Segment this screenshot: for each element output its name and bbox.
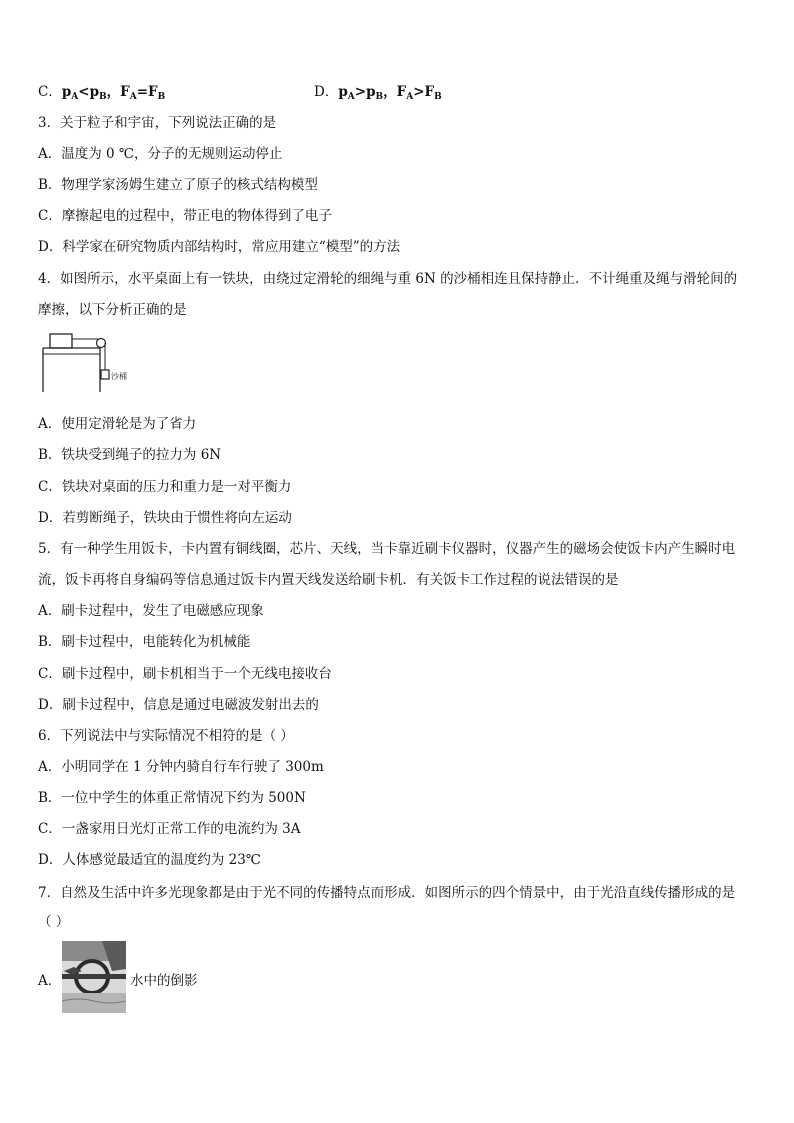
- q5-stem-line1: 5．有一种学生用饭卡，卡内置有铜线圈，芯片、天线，当卡靠近刷卡仪器时，仪器产生的磁场会使饭卡内产生瞬时电: [38, 541, 736, 557]
- q6-option-a: A．小明同学在 1 分钟内骑自行车行驶了 300m: [38, 759, 324, 775]
- q2-option-d-label: D．: [314, 84, 339, 100]
- sand-bucket-label: 沙桶: [111, 372, 127, 381]
- q3-stem: 3．关于粒子和宇宙，下列说法正确的是: [38, 115, 277, 131]
- q2-option-c-label: C．: [38, 84, 62, 100]
- q4-pulley-figure: [40, 330, 140, 396]
- q5-option-c: C．刷卡过程中，刷卡机相当于一个无线电接收台: [38, 666, 332, 682]
- q5-stem-line2: 流，饭卡再将自身编码等信息通过饭卡内置天线发送给刷卡机．有关饭卡工作过程的说法错误的是: [38, 572, 619, 588]
- q7-option-a-caption: 水中的倒影: [130, 973, 198, 989]
- q4-option-b: B．铁块受到绳子的拉力为 6N: [38, 447, 222, 463]
- q4-option-c: C．铁块对桌面的压力和重力是一对平衡力: [38, 479, 292, 495]
- q3-option-a: A．温度为 0 ℃，分子的无规则运动停止: [38, 146, 283, 162]
- q2-option-c: C．$p_A<p_B$，$F_A=F_B$: [38, 84, 166, 102]
- q4-stem-line2: 摩擦，以下分析正确的是: [38, 302, 187, 318]
- pulley: [97, 339, 106, 348]
- q5-option-b: B．刷卡过程中，电能转化为机械能: [38, 634, 251, 650]
- q5-option-a: A．刷卡过程中，发生了电磁感应现象: [38, 603, 264, 619]
- q6-stem: 6．下列说法中与实际情况不相符的是（ ）: [38, 728, 294, 744]
- sand-bucket: [101, 370, 109, 379]
- q6-option-d: D．人体感觉最适宜的温度约为 23℃: [38, 852, 261, 868]
- q4-option-a: A．使用定滑轮是为了省力: [38, 416, 197, 432]
- iron-block: [50, 334, 72, 348]
- q3-option-d: D．科学家在研究物质内部结构时，常应用建立“模型”的方法: [38, 239, 401, 255]
- q4-option-d: D．若剪断绳子，铁块由于惯性将向左运动: [38, 510, 292, 526]
- q7-option-a-photo: [62, 941, 126, 1013]
- q7-stem-line2: （ ）: [38, 914, 70, 930]
- q2-option-d: D．$p_A>p_B$，$F_A>F_B$: [314, 84, 442, 102]
- q5-option-d: D．刷卡过程中，信息是通过电磁波发射出去的: [38, 697, 319, 713]
- q3-option-b: B．物理学家汤姆生建立了原子的核式结构模型: [38, 177, 318, 193]
- q7-stem-line1: 7．自然及生活中许多光现象都是由于光不同的传播特点而形成．如图所示的四个情景中，由于光沿直线传播形成的是: [38, 885, 736, 901]
- q6-option-c: C．一盏家用日光灯正常工作的电流约为 3A: [38, 821, 301, 837]
- q6-option-b: B．一位中学生的体重正常情况下约为 500N: [38, 790, 306, 806]
- q4-stem-line1: 4．如图所示，水平桌面上有一铁块，由绕过定滑轮的细绳与重 6N 的沙桶相连且保持静止．不计绳重及绳与滑轮间的: [38, 271, 738, 287]
- q7-option-a-label: A．: [38, 973, 62, 989]
- q3-option-c: C．摩擦起电的过程中，带正电的物体得到了电子: [38, 208, 332, 224]
